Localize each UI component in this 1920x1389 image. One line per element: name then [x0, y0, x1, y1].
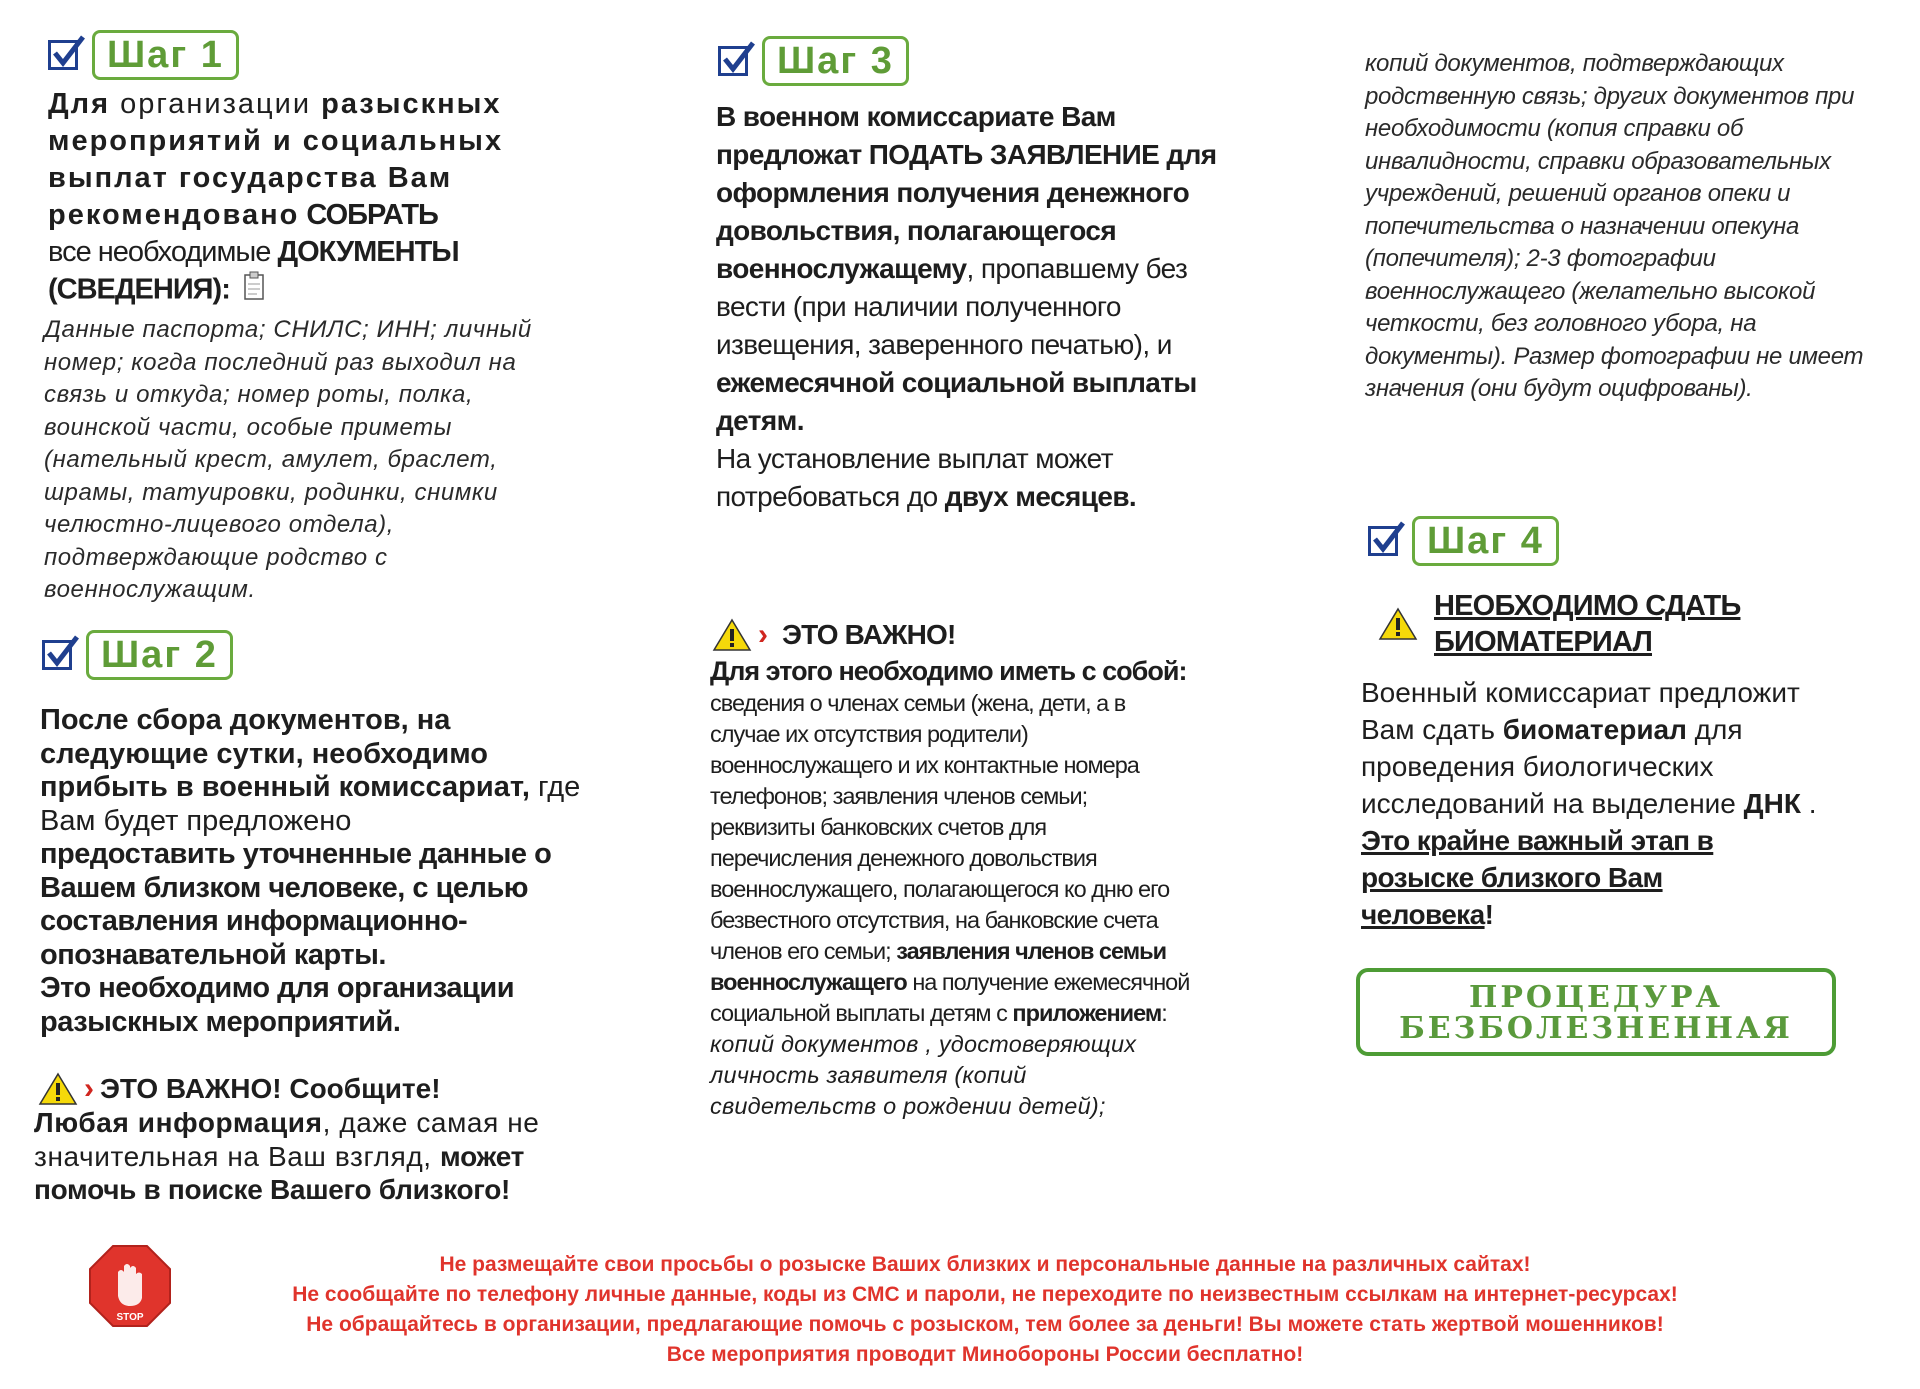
- chevron-right-icon: ›: [84, 1072, 94, 1105]
- checkbox-icon: [42, 640, 72, 670]
- step-4-text: Военный комиссариат предложит Вам сдать биоматериал для проведения биологических исследований на выделение ДНК . Это крайне важный этап в розыске близкого Вам человека!: [1361, 677, 1817, 930]
- procedure-painless-box: [1356, 968, 1836, 1056]
- checkbox-icon: [48, 40, 78, 70]
- step-4-warning: [1378, 588, 1754, 660]
- checkbox-icon: [1368, 526, 1398, 556]
- step-2-warning-text: Любая информация, даже самая не значительная на Ваш взгляд, может помочь в поиске Вашего близкого!: [34, 1107, 540, 1205]
- step-2-header: [42, 630, 233, 680]
- step-2-text: После сбора документов, на следующие сутки, необходимо прибыть в военный комиссариат, где Вам будет предложено предоставить уточненные данные о Вашем близком человеке, с целью составления информационно-опознавательной карты. Это необходимо для организации разыскных мероприятий.: [40, 704, 581, 1038]
- step-3-badge: Шаг 3: [762, 36, 909, 86]
- step-1-badge: Шаг 1: [92, 30, 239, 80]
- documents-continuation: копий документов, подтверждающих родственную связь; других документов при необходимости (копия справки об инвалидности, справки образовательных учреждений, решений органов опеки и попечительства о назначении опекуна (попечителя); 2-3 фотографии военнослужащего (желательно высокой четкости, без головного убора, на документы). Размер фотографии не имеет значения (они будут оцифрованы).: [1365, 50, 1864, 402]
- footer-line: Не сообщайте по телефону личные данные, коды из СМС и пароли, не переходите по неизвестным ссылкам на интернет-ресурсах!: [292, 1283, 1678, 1306]
- step-4-header: [1368, 516, 1559, 566]
- step-3-header: [718, 36, 909, 86]
- step-2-badge: Шаг 2: [86, 630, 233, 680]
- checkbox-icon: [718, 46, 748, 76]
- step-3-text: В военном комиссариате Вам предложат ПОДАТЬ ЗАЯВЛЕНИЕ для оформления получения денежного довольствия, полагающегося военнослужащему, пропавшему без вести (при наличии полученного извещения, заверенного печатью), и ежемесячной социальной выплаты детям. На установление выплат может потребоваться до двух месяцев.: [716, 101, 1217, 512]
- footer-line: Все мероприятия проводит Минобороны России бесплатно!: [666, 1343, 1304, 1366]
- stop-label: STOP: [116, 1312, 144, 1323]
- step-2-warning-label: › ЭТО ВАЖНО! Сообщите!: [38, 1072, 441, 1106]
- stop-sign-icon: [88, 1244, 172, 1328]
- procedure-line-2: БЕЗБОЛЕЗНЕННАЯ: [1399, 1011, 1793, 1046]
- step-1-header: [48, 30, 239, 80]
- chevron-right-icon: ›: [758, 618, 768, 651]
- warning-icon: [712, 618, 752, 652]
- procedure-line-1: ПРОЦЕДУРА: [1469, 980, 1723, 1015]
- footer-warnings: [190, 1250, 1780, 1370]
- step-4-badge: Шаг 4: [1412, 516, 1559, 566]
- footer-line: Не размещайте свои просьбы о розыске Ваших близких и персональные данные на различных сайтах!: [439, 1253, 1531, 1276]
- warning-icon: [38, 1072, 78, 1106]
- footer-line: Не обращайтесь в организации, предлагающие помочь с розыском, тем более за деньги! Вы можете стать жертвой мошенников!: [306, 1313, 1664, 1336]
- step-4-warning-title: НЕОБХОДИМО СДАТЬ БИОМАТЕРИАЛ: [1434, 590, 1741, 658]
- step-3-warning-label: › ЭТО ВАЖНО!: [712, 618, 956, 652]
- step-3-requirements: Для этого необходимо иметь с собой: сведения о членах семьи (жена, дети, а в случае их отсутствия родители) военнослужащего и их контактные номера телефонов; заявления членов семьи; реквизиты банковских счетов для перечисления денежного довольствия военнослужащего, полагающегося ко дню его безвестного отсутствия, на банковские счета членов его семьи; заявления членов семьи военнослужащего на получение ежемесячной социальной выплаты детям с приложением: копий документов , удостоверяющих личность заявителя (копий свидетельств о рождении детей);: [710, 656, 1190, 1119]
- warning-icon: [1378, 607, 1418, 641]
- step-1-intro: Для организации разыскных мероприятий и социальных выплат государства Вам рекомендовано СОБРАТЬ все необходимые ДОКУМЕНТЫ (СВЕДЕНИЯ):: [48, 86, 608, 311]
- step-1-details: Данные паспорта; СНИЛС; ИНН; личный номер; когда последний раз выходил на связь и откуда; номер роты, полка, воинской части, особые приметы (нательный крест, амулет, браслет, шрамы, татуировки, родинки, снимки челюстно-лицевого отдела), подтверждающие родство с военнослужащим.: [44, 316, 532, 603]
- clipboard-icon: [243, 271, 265, 311]
